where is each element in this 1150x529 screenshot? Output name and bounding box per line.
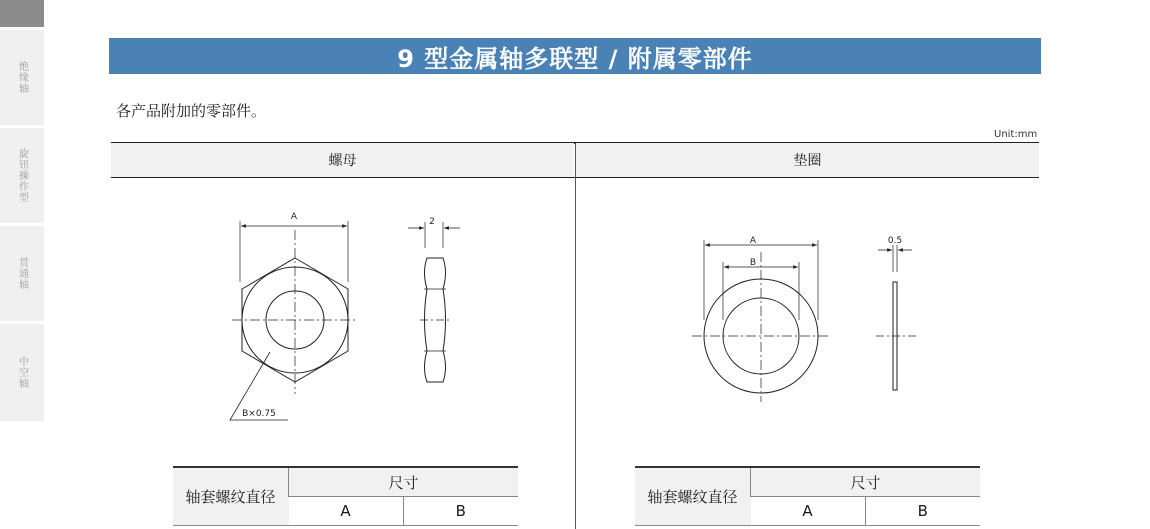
- nut-dim-b-label: B×0.75: [242, 409, 276, 419]
- nut-spec-table: [173, 466, 518, 526]
- intro-text: 各产品附加的零部件。: [116, 102, 267, 120]
- side-tab-label: 绝缘轴: [16, 61, 28, 94]
- nut-table-b-header: B: [403, 497, 518, 526]
- washer-table-a-header: A: [751, 497, 866, 526]
- washer-dim-thickness-label: 0.5: [887, 236, 903, 246]
- washer-dim-b-label: B: [749, 258, 757, 268]
- washer-dim-a-label: A: [749, 236, 757, 246]
- nut-side-view: [408, 222, 460, 382]
- washer-table-size-header: 尺寸: [751, 467, 981, 497]
- side-tab-label: 中空轴: [16, 356, 28, 389]
- side-tab-label: 旋钮操作型: [16, 148, 28, 203]
- nut-column-title: 螺母: [328, 153, 357, 169]
- nut-table-diameter-header: 轴套螺纹直径: [173, 467, 289, 526]
- page-title: 9 型金属轴多联型 / 附属零部件: [397, 44, 753, 73]
- washer-spec-table: [635, 466, 980, 526]
- nut-front-view: [230, 221, 358, 420]
- nut-dim-thickness-label: 2: [429, 217, 435, 227]
- nut-dim-a-label: A: [290, 212, 298, 222]
- nut-table-a-header: A: [289, 497, 404, 526]
- side-tab-label: 贯通轴: [16, 257, 28, 290]
- nut-table-size-header: 尺寸: [289, 467, 519, 497]
- washer-table-b-header: B: [865, 497, 980, 526]
- washer-table-diameter-header: 轴套螺纹直径: [635, 467, 751, 526]
- washer-side-view: [876, 245, 916, 390]
- washer-front-view: [692, 240, 830, 402]
- unit-label: Unit:mm: [994, 129, 1038, 140]
- washer-column-title: 垫圈: [793, 153, 822, 169]
